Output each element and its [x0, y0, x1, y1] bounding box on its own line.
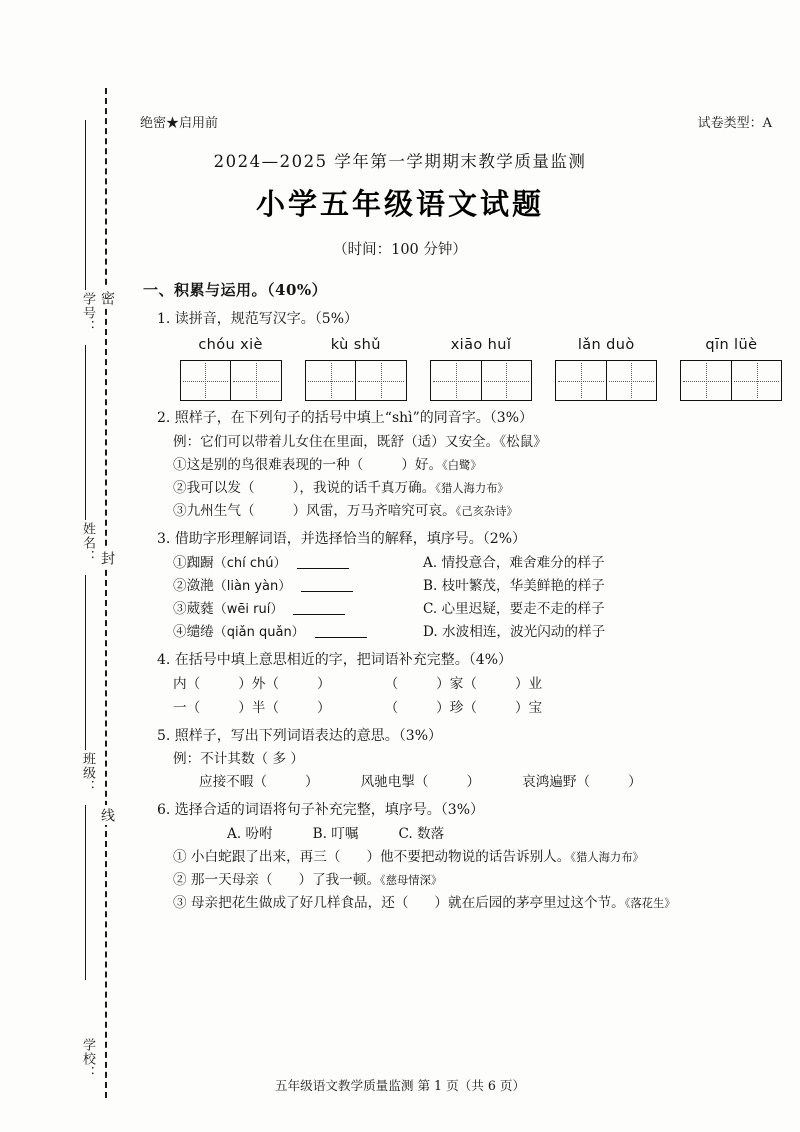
word-text: ①踟蹰	[173, 554, 214, 571]
question-4	[143, 649, 783, 719]
section-heading: 一、积累与运用。（40%）	[143, 281, 328, 299]
seal-solid-segment-3	[85, 575, 86, 750]
question-3-word-4	[173, 621, 423, 643]
tianzige-box-5[interactable]	[680, 360, 782, 401]
pinyin-grid-row	[179, 334, 783, 401]
q5-term-3: 哀鸿遍野（	[522, 774, 591, 791]
q4-cell: ）宝	[514, 699, 543, 716]
question-4-row-2	[173, 697, 783, 719]
item-text-pre: ①这是别的鸟很难表现的一种（	[173, 457, 364, 474]
source-citation: 《慈母情深》	[380, 874, 443, 888]
question-6	[143, 799, 783, 914]
pinyin-item	[429, 334, 532, 401]
question-5-items	[199, 771, 783, 793]
item-text-pre: ②我可以发（	[173, 480, 255, 497]
question-4-row-1	[173, 673, 783, 695]
pinyin-item	[555, 334, 658, 401]
question-6-options	[227, 823, 783, 845]
answer-blank-line[interactable]	[297, 568, 349, 569]
tianzige-box-4[interactable]	[555, 360, 657, 401]
source-citation: 《己亥杂诗》	[455, 505, 518, 519]
page-footer: 五年级语文教学质量监测 第 1 页（共 6 页）	[274, 1078, 526, 1093]
tianzige-cell[interactable]	[231, 361, 281, 400]
q5-close-1: ）	[304, 774, 319, 791]
item-text-post: ），我说的话千真万确。	[292, 480, 436, 497]
header-top-row	[140, 112, 772, 131]
question-3-row-4	[173, 621, 783, 643]
tianzige-cell[interactable]	[681, 361, 732, 400]
question-3-word-2	[173, 575, 423, 597]
tianzige-box-1[interactable]	[180, 360, 282, 401]
exam-duration: （时间：100 分钟）	[333, 242, 467, 258]
tianzige-cell[interactable]	[607, 361, 657, 400]
seal-word-mi: 密	[97, 288, 117, 308]
q4-cell: （	[384, 675, 399, 692]
tianzige-cell[interactable]	[732, 361, 782, 400]
q4-cell: ）家（	[436, 675, 477, 692]
pinyin-item	[680, 334, 783, 401]
pinyin-item	[179, 334, 282, 401]
seal-label-class: 班级：	[80, 752, 95, 794]
q4-cell: ）半（	[238, 699, 279, 716]
tianzige-box-3[interactable]	[430, 360, 532, 401]
question-3-option-c: C. 心里迟疑，要走不走的样子	[423, 600, 605, 617]
item-text-post: ）了我一顿。	[298, 872, 381, 889]
question-3-prompt: 3. 借助字形理解词语，并选择恰当的解释，填序号。（2%）	[157, 531, 527, 548]
question-1	[143, 308, 783, 401]
tianzige-box-2[interactable]	[305, 360, 407, 401]
question-6-prompt: 6. 选择合适的词语将句子补充完整，填序号。（3%）	[157, 802, 485, 819]
seal-solid-segment-2	[85, 345, 86, 520]
tianzige-cell[interactable]	[356, 361, 406, 400]
item-text-post: ）就在后园的茅亭里过这个节。	[434, 895, 625, 912]
exam-subtitle: 2024—2025 学年第一学期期末教学质量监测	[213, 152, 587, 171]
q4-cell: ）	[316, 699, 331, 716]
word-pinyin: （chí chú）	[213, 555, 287, 571]
question-2-item-1	[173, 454, 783, 476]
word-pinyin: （liàn yàn）	[213, 578, 292, 594]
question-4-prompt: 4. 在括号中填上意思相近的字，把词语补充完整。（4%）	[157, 652, 513, 669]
exam-content	[143, 278, 783, 916]
q5-close-2: ）	[466, 774, 481, 791]
item-text-post: ）他不要把动物说的话告诉别人。	[366, 849, 571, 866]
tianzige-cell[interactable]	[181, 361, 232, 400]
q4-cell: ）	[316, 675, 331, 692]
tianzige-cell[interactable]	[431, 361, 482, 400]
question-3-row-1	[173, 552, 783, 574]
pinyin-label-2: kù shǔ	[330, 336, 381, 353]
option-c[interactable]: C. 数落	[398, 826, 445, 843]
option-a[interactable]: A. 吩咐	[227, 826, 273, 843]
seal-word-feng: 封	[97, 548, 117, 568]
pinyin-label-5: qīn lüè	[705, 336, 758, 353]
q5-term-1: 应接不暇（	[199, 774, 267, 791]
seal-label-name: 姓名：	[80, 522, 95, 564]
question-5-prompt: 5. 照样子，写出下列词语表达的意思。（3%）	[157, 727, 443, 744]
question-3-row-2	[173, 575, 783, 597]
q4-cell: ）外（	[238, 675, 279, 692]
word-text: ③葳蕤	[173, 600, 214, 617]
q5-term-2: 风驰电掣（	[360, 774, 429, 791]
question-2-prompt: 2. 照样子，在下列句子的括号中填上“shì”的同音字。（3%）	[157, 410, 534, 427]
pinyin-label-3: xiāo huǐ	[450, 336, 512, 353]
question-2	[143, 407, 783, 522]
question-5	[143, 725, 783, 794]
question-2-item-3	[173, 500, 783, 522]
question-3-option-d: D. 水波相连，波光闪动的样子	[423, 624, 606, 640]
item-text-post: ）风雷，万马齐喑究可哀。	[292, 503, 456, 520]
word-pinyin: （wēi ruí）	[213, 601, 284, 617]
question-3	[143, 528, 783, 643]
answer-blank-line[interactable]	[301, 591, 353, 592]
pinyin-item	[304, 334, 407, 401]
question-3-word-1	[173, 552, 423, 574]
question-2-item-2	[173, 477, 783, 499]
pinyin-label-4: lǎn duò	[577, 336, 635, 353]
word-text: ④缱绻	[173, 624, 214, 640]
paper-type-label: 试卷类型：A	[697, 116, 772, 131]
confidential-notice: 绝密★启用前	[140, 116, 219, 131]
tianzige-cell[interactable]	[556, 361, 607, 400]
seal-word-xian: 线	[97, 805, 117, 825]
source-citation: 《落花生》	[624, 897, 676, 911]
source-citation: 《白鹭》	[442, 459, 482, 473]
pinyin-label-1: chóu xiè	[198, 336, 263, 353]
answer-blank-line[interactable]	[315, 637, 367, 638]
q4-cell: （	[384, 699, 399, 716]
seal-label-school: 学校：	[80, 1038, 95, 1080]
question-5-example: 例：不计其数（ 多 ）	[173, 751, 304, 768]
q4-cell: ）珍（	[436, 699, 477, 716]
item-text-pre: ③九州生气（	[173, 503, 255, 520]
q4-cell: 一（	[173, 699, 201, 716]
question-3-word-3	[173, 598, 423, 620]
item-text-pre: ① 小白蛇跟了出来，再三（	[173, 849, 341, 866]
exam-title: 小学五年级语文试题	[255, 187, 544, 221]
source-citation: 《猎人海力布》	[435, 482, 509, 496]
question-6-item-2	[173, 869, 783, 891]
question-3-option-a: A. 情投意合，难舍难分的样子	[423, 554, 605, 571]
q4-cell: ）业	[514, 675, 543, 692]
tianzige-cell[interactable]	[306, 361, 357, 400]
question-1-prompt: 1. 读拼音，规范写汉字。（5%）	[157, 311, 359, 328]
answer-blank-line[interactable]	[293, 614, 345, 615]
item-text-pre: ③ 母亲把花生做成了好几样食品，还（	[173, 895, 409, 912]
option-b[interactable]: B. 叮嘱	[312, 826, 359, 843]
q4-cell: 内（	[173, 675, 201, 692]
question-6-item-1	[173, 846, 783, 868]
item-text-pre: ② 那一天母亲（	[173, 872, 273, 889]
question-2-example: 例：它们可以带着儿女住在里面，既舒（适）又安全。《松鼠》	[173, 434, 547, 451]
question-3-option-b: B. 枝叶繁茂，华美鲜艳的样子	[423, 577, 605, 594]
question-6-item-3	[173, 892, 783, 914]
question-3-row-3	[173, 598, 783, 620]
item-text-post: ）好。	[401, 457, 443, 474]
seal-label-student-id: 学号：	[80, 292, 95, 334]
source-citation: 《猎人海力布》	[570, 851, 644, 865]
seal-solid-segment-4	[85, 805, 86, 980]
word-pinyin: （qiǎn quǎn）	[213, 625, 305, 640]
q5-close-3: ）	[628, 774, 642, 791]
word-text: ②潋滟	[173, 577, 214, 594]
tianzige-cell[interactable]	[482, 361, 532, 400]
